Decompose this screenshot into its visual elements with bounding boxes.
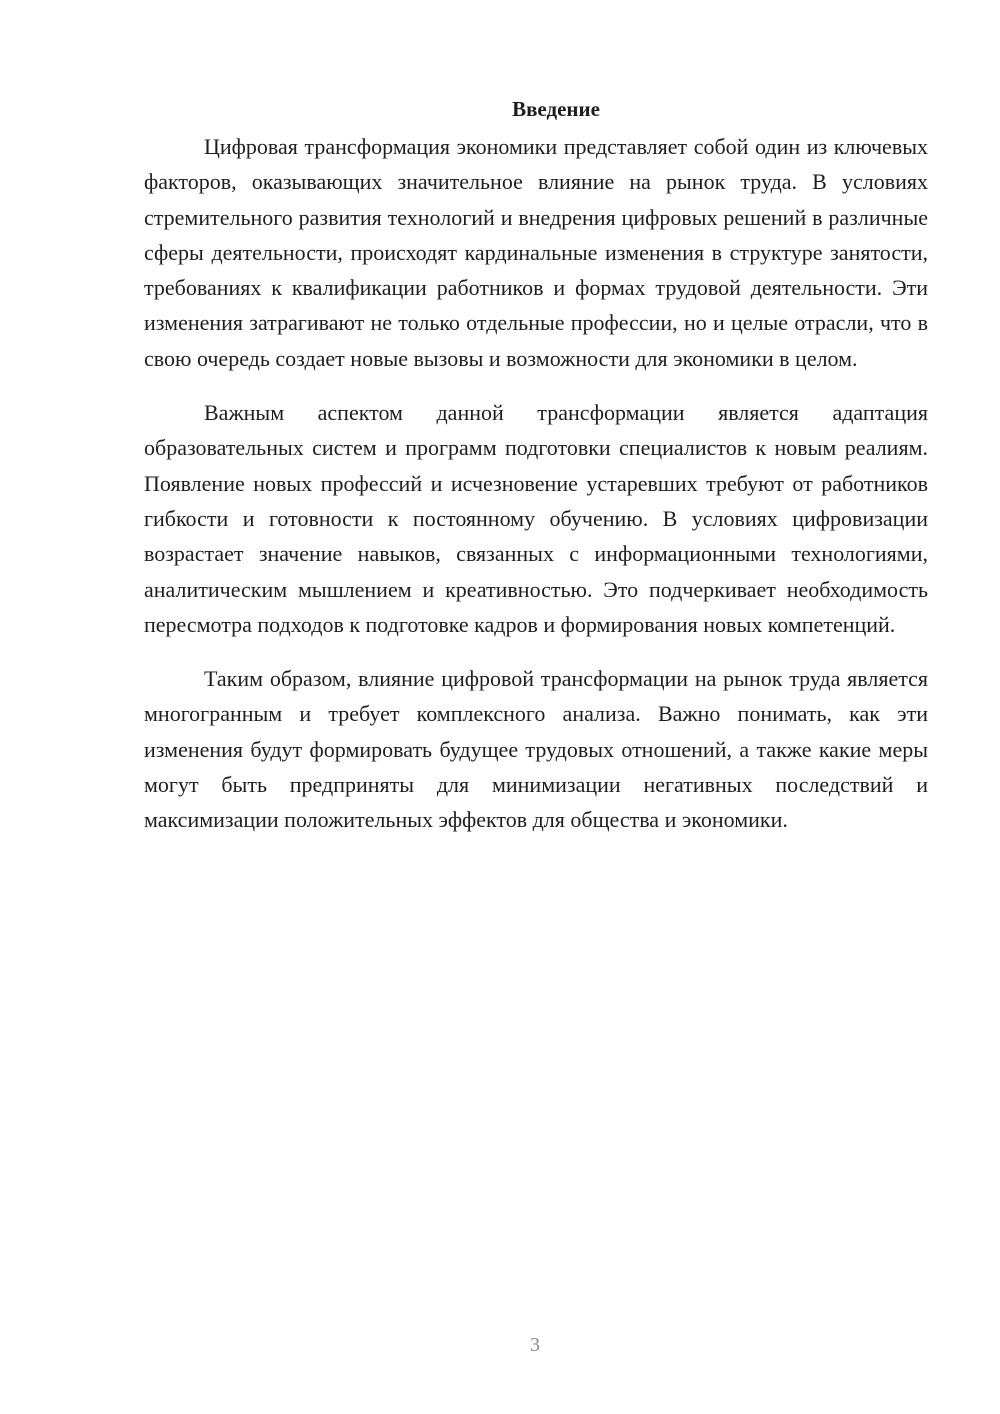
section-heading: Введение [512,97,600,121]
document-body [144,92,928,838]
paragraph-3: Таким образом, влияние цифровой трансформации на рынок труда является многогранным и требует комплексного анализа. Важно понимать, как эти изменения будут формировать будущее трудовых отношений, а также какие меры могут быть предприняты для минимизации негативных последствий и максимизации положительных эффектов для общества и экономики. [144,666,928,833]
paragraph-2: Важным аспектом данной трансформации является адаптация образовательных систем и программ подготовки специалистов к новым реалиям. Появление новых профессий и исчезновение устаревших требуют от работников гибкости и готовности к постоянному обучению. В условиях цифровизации возрастает значение навыков, связанных с информационными технологиями, аналитическим мышлением и креативностью. Это подчеркивает необходимость пересмотра подходов к подготовке кадров и формирования новых компетенций. [144,400,928,637]
page-number: 3 [530,1334,540,1356]
paragraph-1: Цифровая трансформация экономики представляет собой один из ключевых факторов, оказывающих значительное влияние на рынок труда. В условиях стремительного развития технологий и внедрения цифровых решений в различные сферы деятельности, происходят кардинальные изменения в структуре занятости, требованиях к квалификации работников и формах трудовой деятельности. Эти изменения затрагивают не только отдельные профессии, но и целые отрасли, что в свою очередь создает новые вызовы и возможности для экономики в целом. [144,134,928,371]
